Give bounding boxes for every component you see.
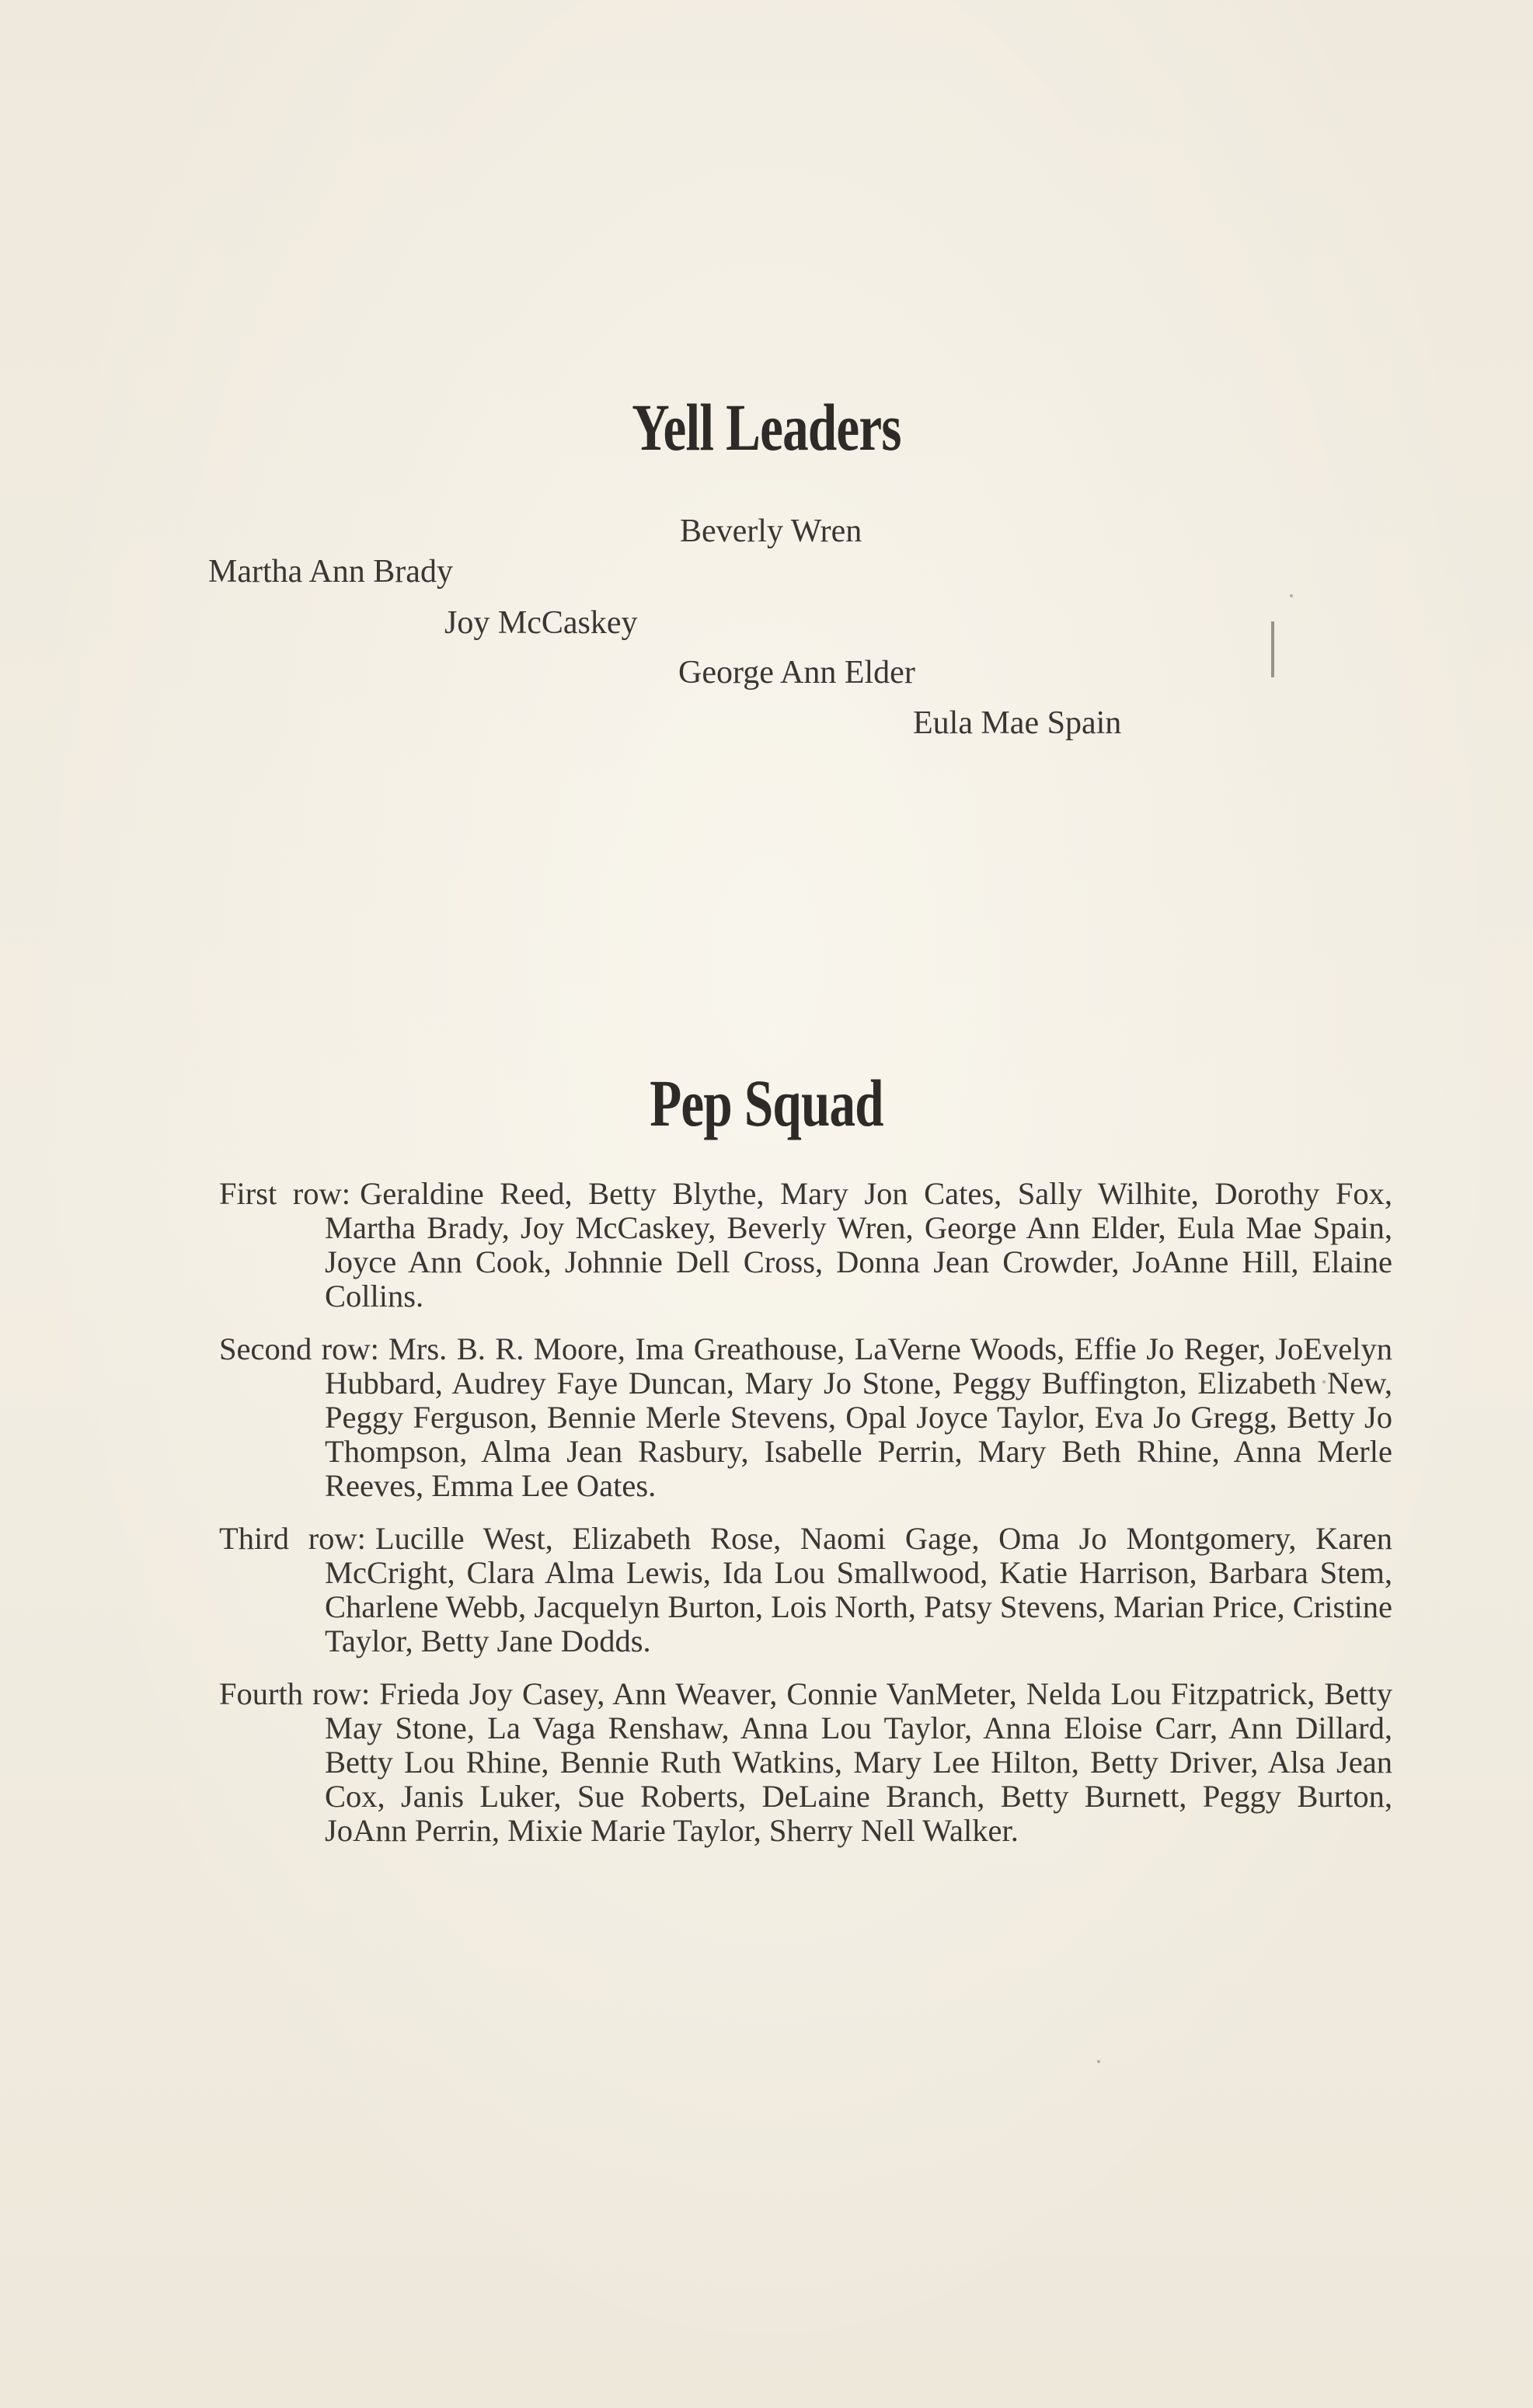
pep-squad-heading: Pep Squad: [650, 1066, 883, 1140]
roster-row-third: [219, 1522, 1392, 1658]
paper-speck: [1290, 594, 1293, 597]
row-names: Geraldine Reed, Betty Blythe, Mary Jon Cates, Sally Wilhite, Dorothy Fox, Martha Brady, Joy McCaskey, Beverly Wren, George Ann Elder, Eula Mae Spain, Joyce Ann Cook, Johnnie Dell Cross, Donna Jean Crowder, JoAnne Hill, Elaine Collins.: [325, 1176, 1392, 1314]
yell-leader-name: George Ann Elder: [678, 655, 915, 691]
row-label: Fourth row:: [219, 1676, 371, 1711]
roster-row-second: [219, 1332, 1392, 1503]
yell-leaders-heading: Yell Leaders: [632, 390, 901, 465]
paper-speck: [1097, 2060, 1100, 2063]
roster-row-fourth: [219, 1677, 1392, 1848]
row-label: Second row:: [219, 1331, 379, 1366]
row-names: Mrs. B. R. Moore, Ima Greathouse, LaVerne Woods, Effie Jo Reger, JoEvelyn Hubbard, Audrey Faye Duncan, Mary Jo Stone, Peggy Buffington, Elizabeth New, Peggy Ferguson, Bennie Merle Stevens, Opal Joyce Taylor, Eva Jo Gregg, Betty Jo Thompson, Alma Jean Rasbury, Isabelle Perrin, Mary Beth Rhine, Anna Merle Reeves, Emma Lee Oates.: [325, 1331, 1392, 1503]
yell-leader-name: Eula Mae Spain: [913, 705, 1122, 741]
pep-squad-roster: [219, 1177, 1392, 1867]
yell-leader-name: Joy McCaskey: [444, 605, 638, 641]
yell-leader-name: Beverly Wren: [680, 513, 862, 549]
row-names: Lucille West, Elizabeth Rose, Naomi Gage, Oma Jo Montgomery, Karen McCright, Clara Alma Lewis, Ida Lou Smallwood, Katie Harrison, Barbara Stem, Charlene Webb, Jacquelyn Burton, Lois North, Patsy Stevens, Marian Price, Cristine Taylor, Betty Jane Dodds.: [325, 1521, 1392, 1658]
yell-leader-name: Martha Ann Brady: [208, 554, 453, 590]
row-label: First row:: [219, 1176, 351, 1211]
row-label: Third row:: [219, 1521, 366, 1556]
row-names: Frieda Joy Casey, Ann Weaver, Connie VanMeter, Nelda Lou Fitzpatrick, Betty May Stone, La Vaga Renshaw, Anna Lou Taylor, Anna Eloise Carr, Ann Dillard, Betty Lou Rhine, Bennie Ruth Watkins, Mary Lee Hilton, Betty Driver, Alsa Jean Cox, Janis Luker, Sue Roberts, DeLaine Branch, Betty Burnett, Peggy Burton, JoAnn Perrin, Mixie Marie Taylor, Sherry Nell Walker.: [325, 1676, 1392, 1848]
roster-row-first: [219, 1177, 1392, 1314]
margin-mark: [1271, 621, 1274, 677]
